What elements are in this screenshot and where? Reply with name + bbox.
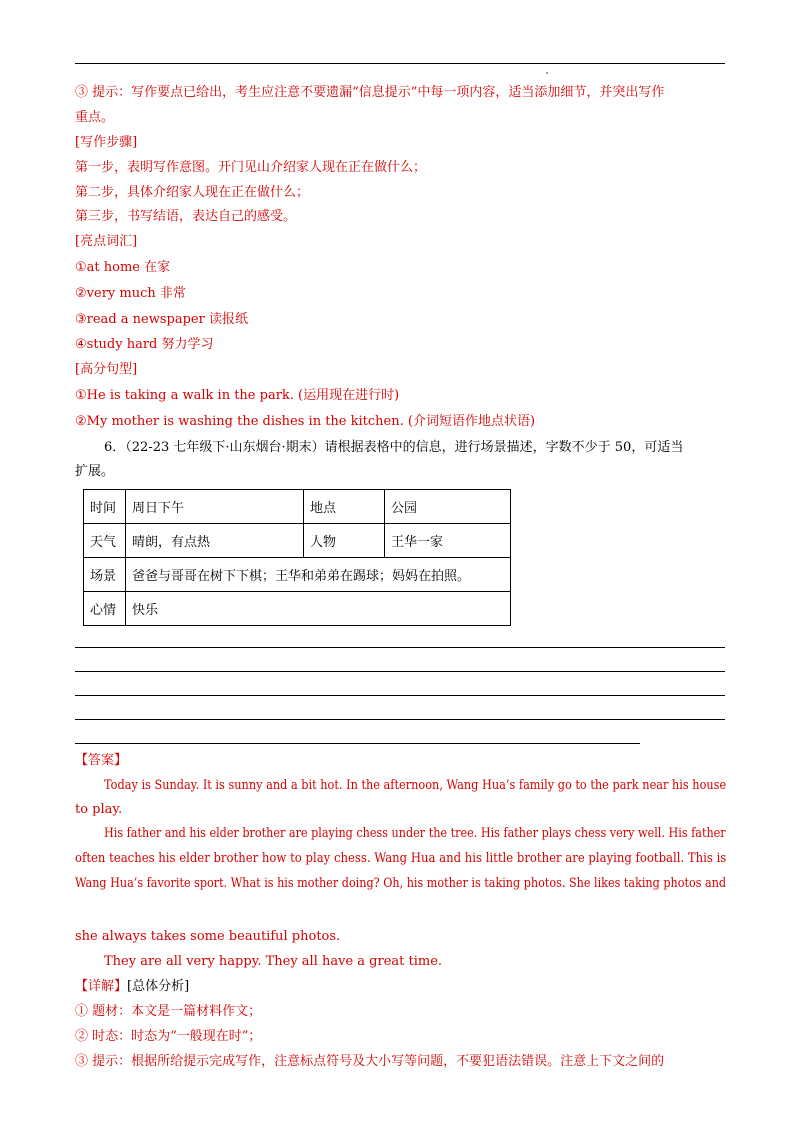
steps-heading: [写作步骤] <box>75 135 138 150</box>
place-value: 公园 <box>385 490 511 524</box>
writing-line-5 <box>75 743 640 744</box>
time-label: 时间 <box>84 490 126 524</box>
time-value: 周日下午 <box>126 490 304 524</box>
answer-p2-line-4: she always takes some beautiful photos. <box>75 929 341 944</box>
analysis-item-3: ③ 提示：根据所给提示完成写作，注意标点符号及大小写等问题，不要犯语法错误。注意上下文之间的 <box>75 1054 665 1069</box>
question-line-1: 6．（22-23 七年级下·山东烟台·期末）请根据表格中的信息，进行场景描述，字数不少于 50，可适当 <box>104 440 684 455</box>
answer-p3: They are all very happy. They all have a great time. <box>104 954 443 969</box>
table-row <box>84 558 511 592</box>
step-3: 第三步，书写结语，表达自己的感受。 <box>75 209 297 224</box>
sentence-2: ②My mother is washing the dishes in the kitchen. (介词短语作地点状语) <box>75 414 536 429</box>
writing-line-1 <box>75 647 725 648</box>
question-line-2: 扩展。 <box>75 464 115 479</box>
step-1: 第一步，表明写作意图。开门见山介绍家人现在正在做什么； <box>75 160 427 175</box>
sentences-heading: [高分句型] <box>75 362 138 377</box>
analysis-item-2: ② 时态：时态为“一般现在时”； <box>75 1029 262 1044</box>
place-label: 地点 <box>304 490 385 524</box>
analysis-item-1: ① 题材：本文是一篇材料作文； <box>75 1004 262 1019</box>
answer-p1-line-2: to play. <box>75 802 123 817</box>
analysis-heading-black: [总体分析] <box>127 979 190 994</box>
mood-label: 心情 <box>84 592 126 626</box>
people-label: 人物 <box>304 524 385 558</box>
scene-value: 爸爸与哥哥在树下下棋；王华和弟弟在踢球；妈妈在拍照。 <box>126 558 511 592</box>
vocab-item-2: ②very much 非常 <box>75 286 186 301</box>
writing-line-2 <box>75 671 725 672</box>
analysis-heading-red: 【详解】 <box>75 979 128 994</box>
answer-p1-line-1: Today is Sunday. It is sunny and a bit hot. In the afternoon, Wang Hua’s family go to the park near his house <box>104 778 727 793</box>
header-rule <box>75 63 725 64</box>
page-speck <box>546 72 548 74</box>
vocab-item-3: ③read a newspaper 读报纸 <box>75 312 248 327</box>
table-row <box>84 592 511 626</box>
step-2: 第二步，具体介绍家人现在正在做什么； <box>75 185 310 200</box>
vocab-item-4: ④study hard 努力学习 <box>75 337 214 352</box>
mood-value: 快乐 <box>126 592 511 626</box>
scene-label: 场景 <box>84 558 126 592</box>
weather-label: 天气 <box>84 524 126 558</box>
info-table <box>83 489 511 626</box>
hint-3-line-1: ③ 提示：写作要点已给出，考生应注意不要遗漏“信息提示”中每一项内容，适当添加细节，并突出写作 <box>75 85 665 100</box>
table-row <box>84 524 511 558</box>
writing-line-3 <box>75 695 725 696</box>
vocab-heading: [亮点词汇] <box>75 234 138 249</box>
weather-value: 晴朗，有点热 <box>126 524 304 558</box>
table-row <box>84 490 511 524</box>
analysis-heading <box>75 977 189 997</box>
answer-p2-line-3: Wang Hua’s favorite sport. What is his mother doing? Oh, his mother is taking photos. She likes taking photos and <box>75 876 727 891</box>
vocab-item-1: ①at home 在家 <box>75 260 171 275</box>
people-value: 王华一家 <box>385 524 511 558</box>
sentence-1: ①He is taking a walk in the park. (运用现在进行时) <box>75 388 400 403</box>
answer-p2-line-1: His father and his elder brother are playing chess under the tree. His father plays chess very well. His father <box>104 826 726 841</box>
answer-p2-line-2: often teaches his elder brother how to play chess. Wang Hua and his little brother are playing football. This is <box>75 851 727 866</box>
hint-3-line-2: 重点。 <box>75 110 115 125</box>
answer-heading: 【答案】 <box>75 753 128 768</box>
writing-line-4 <box>75 719 725 720</box>
